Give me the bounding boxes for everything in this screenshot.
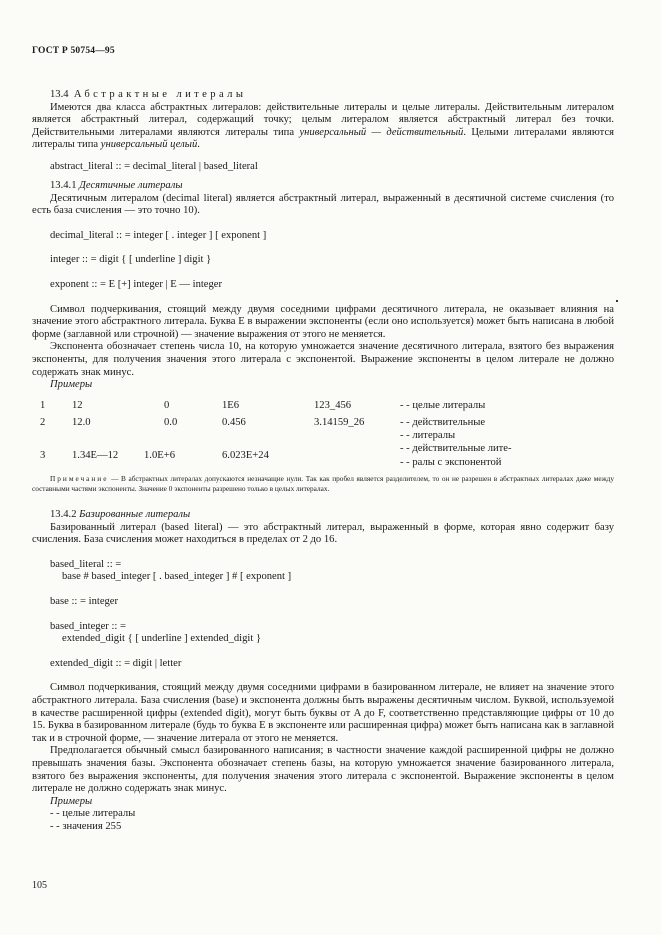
examples-label: Примеры xyxy=(50,795,93,807)
ex-cell: 12 xyxy=(72,400,83,411)
paragraph: Символ подчеркивания, стоящий между двумя соседними цифрами в базированном литерале, не влияет на значение этого абстрактного литерала. База счисления (base) и экспонента должны быть выражены десятичным числом. Буквой, используемой в качестве расширенной цифры (extended digit), могут быть буквы от A до F, соответственно представляющие цифры от 10 до 15. Буква в базированном литерале (будь то буква E в экспоненте или расширенная цифра) может быть написана как в заглавной так и в строчной форме, — значение литерала от этого не меняется. xyxy=(32,682,614,744)
section-13-4-2 xyxy=(32,509,614,833)
formula-integer: integer :: = digit { [ underline ] digit } xyxy=(50,254,212,266)
ex-num: 1 xyxy=(40,400,46,411)
formula-exponent: exponent :: = E [+] integer | E — integer xyxy=(50,278,223,290)
paragraph: Десятичным литералом (decimal literal) является абстрактный литерал, выраженный в десятичной системе счисления (то есть база счисления — это точно 10). xyxy=(32,192,614,217)
formula-base: base :: = integer xyxy=(50,595,119,607)
example-comment: - - значения 255 xyxy=(50,820,122,832)
formula-based-literal-body: base # based_integer [ . based_integer ] # [ exponent ] xyxy=(62,571,292,583)
subsection-heading: 13.4.2 Базированные литералы xyxy=(50,509,191,520)
section-number: 13.4 xyxy=(50,89,69,100)
formula-extended-digit: extended_digit :: = digit | letter xyxy=(50,657,182,669)
subsection-heading: 13.4.1 Десятичные литералы xyxy=(50,180,183,191)
paragraph: Предполагается обычный смысл базированного написания; в частности значение каждой расширенной цифры не должно превышать значения базы. Экспонента обозначает степень базы, на которую умножается значение базированного литерала, взятого без выражения экспоненты, для получения значения этого литерала с экспонентой. Выражение экспоненты в целом литерале не должно содержать знак минус. xyxy=(32,745,614,795)
ex-cell: 12.0 xyxy=(72,417,91,428)
ex-num: 3 xyxy=(40,450,46,461)
ex-comment: - - ралы с экспонентой xyxy=(400,457,502,468)
ex-cell: 3.14159_26 xyxy=(314,417,365,428)
ex-cell: 0.456 xyxy=(222,417,246,428)
examples-label: Примеры xyxy=(50,379,93,391)
section-heading xyxy=(32,89,614,102)
formula-based-integer: based_integer :: = xyxy=(50,620,126,632)
paragraph: Базированный литерал (based literal) — это абстрактный литерал, выраженный в форме, которая явно содержит базу счисления. База счисления может находиться в пределах от 2 до 16. xyxy=(32,521,614,546)
standard-header: ГОСТ Р 50754—95 xyxy=(32,46,115,56)
ex-cell: 1E6 xyxy=(222,400,240,411)
paragraph: Экспонента обозначает степень числа 10, на которую умножается значение десятичного литерала, взятого без выражения экспоненты, для получения значения этого литерала с экспонентой. Выражение экспоненты в целом литерале не должно содержать знак минус. xyxy=(32,341,614,378)
ex-cell: 0 xyxy=(164,400,170,411)
paragraph: Имеются два класса абстрактных литералов: действительные литералы и целые литералы. Действительным литералом является абстрактный литерал, содержащий точку; целым литералом является абстрактный литерал без точки. Действительными литералами являются литералы типа универсальный — действительный. Целыми литералами являются литералы типа универсальный целый. xyxy=(32,101,615,151)
ex-cell: 6.023E+24 xyxy=(222,450,269,461)
formula-abstract-literal: abstract_literal :: = decimal_literal | based_literal xyxy=(50,160,258,172)
ex-num: 2 xyxy=(40,417,46,428)
example-comment: - - целые литералы xyxy=(50,808,136,820)
section-13-4 xyxy=(32,89,614,174)
paragraph: Символ подчеркивания, стоящий между двумя соседними цифрами десятичного литерала, не оказывает влияния на значение этого абстрактного литерала. Буква E в выражении экспоненты (если оно используется) может быть написана в любой форме (заглавной или строчной) — значение выражения от этого не меняется. xyxy=(32,303,614,340)
ex-cell: 123_456 xyxy=(314,400,352,411)
ex-cell: 1.34E—12 xyxy=(72,450,119,461)
ex-cell: 1.0E+6 xyxy=(144,450,175,461)
section-13-4-1 xyxy=(32,180,614,392)
ex-comment: - - целые литералы xyxy=(400,400,486,411)
note-text: — В абстрактных литералах допускаются незначащие нули. Так как пробел является разделителем, то он не разрешен в абстрактных литералах даже между составными частями экспоненты. Значение 0 экспоненты разрешено только в целых литералах. xyxy=(32,474,614,493)
note-label: Примечание xyxy=(50,474,109,483)
ex-comment: - - литералы xyxy=(400,430,456,441)
section-title: Абстрактные литералы xyxy=(73,89,247,100)
formula-based-integer-body: extended_digit { [ underline ] extended_digit } xyxy=(62,633,262,645)
ex-comment: - - действительные xyxy=(400,417,486,428)
ex-cell: 0.0 xyxy=(164,417,178,428)
ex-comment: - - действительные лите- xyxy=(400,443,512,454)
formula-based-literal: based_literal :: = xyxy=(50,558,122,570)
formula-decimal-literal: decimal_literal :: = integer [ . integer ] [ exponent ] xyxy=(50,229,267,241)
page-number: 105 xyxy=(32,880,47,891)
margin-mark xyxy=(616,300,618,302)
note xyxy=(32,474,614,494)
